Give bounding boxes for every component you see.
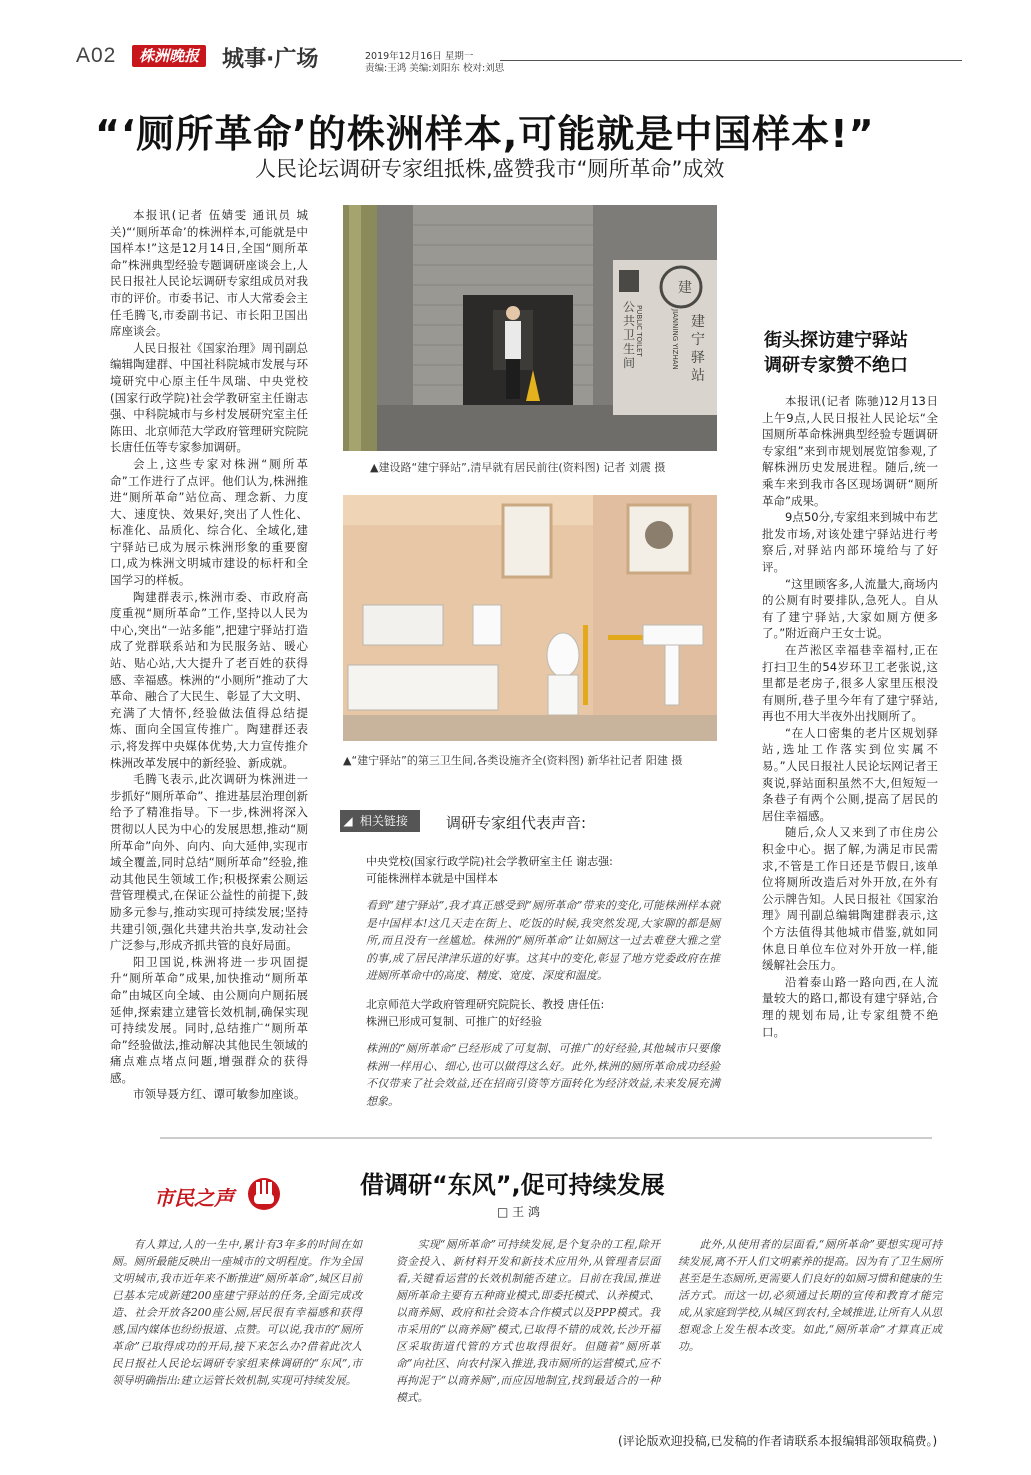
photo-exterior: [343, 205, 717, 451]
headline: “‘厕所革命’的株洲样本,可能就是中国样本!”: [95, 112, 875, 156]
photo1-caption: ▲建设路“建宁驿站”,清早就有居民前往(资料图) 记者 刘震 摄: [370, 461, 666, 474]
related-title: 调研专家组代表声音:: [446, 814, 587, 832]
related-link-badge: [340, 810, 420, 832]
side-title-line2: 调研专家赞不绝口: [764, 355, 908, 376]
footnote: (评论版欢迎投稿,已发稿的作者请联系本报编辑部领取稿费。): [618, 1434, 938, 1448]
side-title-line1: 街头探访建宁驿站: [764, 330, 908, 351]
main-paragraph: 毛腾飞表示,此次调研为株洲进一步抓好“厕所革命”、推进基层治理创新给予了精准指导。下一步,株洲将深入贯彻以人民为中心的发展思想,推动“厕所革命”向外、向内、向大延伸,实现市域全覆盖,同时总结“厕所革命”经验,推动其他民生领域工作;积极探索公厕运营管理模式,在保证公益性的前提下,鼓励多元参与,推动实现可持续发展;坚持共建引领,强化共建共治共享,发动社会广泛参与,形成齐抓共管的良好局面。: [110, 772, 308, 953]
side-paragraph: 在芦淞区幸福巷幸福村,正在打扫卫生的54岁环卫工老张说,这里都是老房子,很多人家里压根没有厕所,巷子里今年有了建宁驿站,再也不用大半夜外出找厕所了。: [762, 642, 938, 724]
side-article: [762, 393, 938, 1040]
subheadline: 人民论坛调研专家组抵株,盛赞我市“厕所革命”成效: [255, 157, 725, 181]
related-badge-label: 相关链接: [359, 814, 408, 828]
main-paragraph: 陶建群表示,株洲市委、市政府高度重视“厕所革命”工作,坚持以人民为中心,突出“一站多能”,把建宁驿站打造成了党群联系站和为民服务站、暖心站、贴心站,大大提升了老百姓的获得感、幸福感。株洲的“小厕所”推动了大革命、融合了大民生、彰显了大文明、充满了大情怀,经验做法值得总结提炼、面向全国宣传推广。陶建群还表示,将发挥中央媒体优势,大力宣传推介株洲改革发展中的新经验、新成就。: [110, 589, 308, 770]
commentary-paragraph: 此外,从使用者的层面看,“厕所革命”要想实现可持续发展,离不开人们文明素养的提高。因为有了卫生厕所甚至是生态厕所,更需要人们良好的如厕习惯和健康的生活方式。而这一切,必须通过长期的宣传和教育才能完成,从家庭到学校,从城区到农村,全域推进,让所有人从思想观念上发生根本改变。如此,“厕所革命”才算真正成功。: [678, 1238, 942, 1353]
commentary-paragraph: 有人算过,人的一生中,累计有3年多的时间在如厕。厕所最能反映出一座城市的文明程度。作为全国文明城市,我市近年来不断推进“厕所革命”,城区目前已基本完成新建200座建宁驿站的任务,全面完成改造、社会开放各200座公厕,居民很有幸福感和获得感,国内媒体也纷纷报道、点赞。可以说,我市的“厕所革命”已取得成功的开局,接下来怎么办?借着此次人民日报社人民论坛调研专家组来株调研的“东风”,市领导明确指出:建立运管长效机制,实现可持续发展。: [112, 1238, 362, 1387]
main-paragraph: 会上,这些专家对株洲“厕所革命”工作进行了点评。他们认为,株洲推进“厕所革命”站位高、理念新、力度大、速度快、效果好,突出了人性化、标准化、品质化、综合化、全域化,建宁驿站已成为展示株洲形象的重要窗口,成为株洲文明城市建设的标杆和全国学习的样板。: [110, 456, 308, 588]
column-logo-text: 市民之声: [154, 1186, 234, 1210]
side-paragraph: 随后,众人又来到了市住房公积金中心。据了解,为满足市民需求,不管是工作日还是节假日,该单位将厕所改造后对外开放,在外有公示牌告知。人民日报社《国家治理》周刊副总编辑陶建群表示,这个方法值得其他城市借鉴,就如同休息日单位车位对外开放一样,能缓解社会压力。: [762, 825, 938, 973]
side-article-title: [764, 328, 908, 378]
side-paragraph: “在人口密集的老片区规划驿站,选址工作落实到位实属不易。”人民日报社人民论坛网记者王爽说,驿站面积虽然不大,但短短一条巷子有两个公厕,提高了居民的居住幸福感。: [762, 725, 938, 823]
newspaper-logo: 株洲晚报: [132, 45, 206, 67]
photo-interior-image: [343, 495, 717, 741]
main-article: [110, 207, 308, 1103]
sign-public-toilet: 公共卫生间: [623, 300, 636, 370]
main-paragraph: 人民日报社《国家治理》周刊副总编辑陶建群、中国社科院城市发展与环境研究中心原主任牛凤瑞、中央党校(国家行政学院)社会学教研室主任谢志强、中科院城市与乡村发展研究室主任陈田、北京师范大学政府管理研究院院长唐任伍等专家参加调研。: [110, 340, 308, 455]
expert1-quote: 看到“建宁驿站”,我才真正感受到“厕所革命”带来的变化,可能株洲样本就是中国样本!这几天走在街上、吃饭的时候,我突然发现,大家聊的都是厕所,而且没有一丝尴尬。株洲的“厕所革命”让如厕这一过去难登大雅之堂的事,成了居民津津乐道的好事。这其中的变化,彰显了地方党委政府在推进厕所革命中的高度、精度、宽度、深度和温度。: [366, 899, 720, 982]
expert1-name: 中央党校(国家行政学院)社会学教研室主任 谢志强:: [366, 855, 613, 868]
side-paragraph: 9点50分,专家组来到城中布艺批发市场,对该处建宁驿站进行考察后,对驿站内部环境给与了好评。: [762, 510, 938, 574]
expert1-headline: 可能株洲样本就是中国样本: [366, 872, 498, 885]
sign-public-toilet-en: PUBLIC TOILET: [635, 305, 643, 357]
expert2-headline: 株洲已形成可复制、可推广的好经验: [366, 1015, 542, 1028]
commentary-paragraph: 实现“厕所革命”可持续发展,是个复杂的工程,除开资金投入、新材料开发和新技术应用外,从管理者层面看,关键看运营的长效机制能否建立。目前在我国,推进厕所革命主要有五种商业模式,即委托模式、认养模式、以商养厕、政府和社会资本合作模式以及PPP模式。我市采用的“以商养厕”模式,已取得不错的成效,长沙开福区采取街道代管的方式也取得很好。但随着“厕所革命”向社区、向农村深入推进,我市厕所的运营模式,应不再拘泥于“以商养厕”,而应因地制宜,找到最适合的一种模式。: [396, 1238, 660, 1404]
section-name: 城事·广场: [222, 47, 319, 72]
commentary-col3: [678, 1236, 942, 1355]
expert2-quote: 株洲的“厕所革命”已经形成了可复制、可推广的好经验,其他城市只要像株洲一样用心、细心,也可以做得这么好。此外,株洲的厕所革命成功经验不仅带来了社会效益,还在招商引资等方面转化为经济效益,未来发展充满想象。: [366, 1042, 720, 1108]
side-paragraph: “这里顾客多,人流量大,商场内的公厕有时要排队,急死人。自从有了建宁驿站,大家如厕方便多了。”附近商户王女士说。: [762, 576, 938, 641]
main-paragraph: 阳卫国说,株洲将进一步巩固提升“厕所革命”成果,加快推动“厕所革命”由城区向全域、由公厕向户厕拓展延伸,探索建立建管长效机制,确保实现可持续发展。同时,总结推广“厕所革命”经验做法,推动解决其他民生领域的痛点难点堵点问题,增强群众的获得感。: [110, 954, 308, 1085]
arrow-icon: ◢: [343, 814, 353, 828]
expert2-name: 北京师范大学政府管理研究院院长、教授 唐任伍:: [366, 998, 605, 1011]
issue-date: 2019年12月16日 星期一: [365, 51, 474, 62]
sign-station-name-en: JIANNING YIZHAN: [671, 309, 679, 370]
side-paragraph: 本报讯(记者 陈驰)12月13日上午9点,人民日报社人民论坛“全国厕所革命株洲典型经验专题调研专家组”来到市规划展览馆参观,了解株洲历史发展进程。随后,统一乘车来到我市各区现场调研“厕所革命”成果。: [762, 394, 938, 508]
photo-exterior-image: [343, 205, 717, 451]
section-separator: [160, 1137, 932, 1139]
column-logo: [152, 1176, 284, 1212]
main-paragraph: 本报讯(记者 伍婧雯 通讯员 城关)“‘厕所革命’的株洲样本,可能就是中国样本!”这是12月14日,全国“厕所革命”株洲典型经验专题调研座谈会上,人民日报社人民论坛调研专家组成员对我市的评价。市委书记、市人大常委会主任毛腾飞,市委副书记、市长阳卫国出席座谈会。: [110, 208, 308, 339]
svg-text:建: 建: [678, 280, 692, 296]
main-paragraph: 市领导聂方红、谭可敏参加座谈。: [133, 1087, 306, 1102]
photo2-caption: ▲“建宁驿站”的第三卫生间,各类设施齐全(资料图) 新华社记者 阳建 摄: [343, 754, 683, 767]
sign-station-name: 建宁驿站: [691, 314, 705, 384]
commentary-col2: [396, 1236, 660, 1406]
commentary-col1: [112, 1236, 362, 1389]
editor-credits: 责编:王鸿 美编:刘阳东 校对:刘思: [365, 63, 505, 74]
commentary-author: □ 王 鸿: [497, 1205, 540, 1219]
header-rule: [500, 60, 962, 61]
commentary-title: 借调研“东风”,促可持续发展: [360, 1171, 665, 1199]
photo-interior: [343, 495, 717, 741]
page-number: A02: [76, 44, 117, 67]
side-paragraph: 沿着泰山路一路向西,在人流量较大的路口,都设有建宁驿站,合理的规划布局,让专家组赞不绝口。: [762, 974, 938, 1039]
